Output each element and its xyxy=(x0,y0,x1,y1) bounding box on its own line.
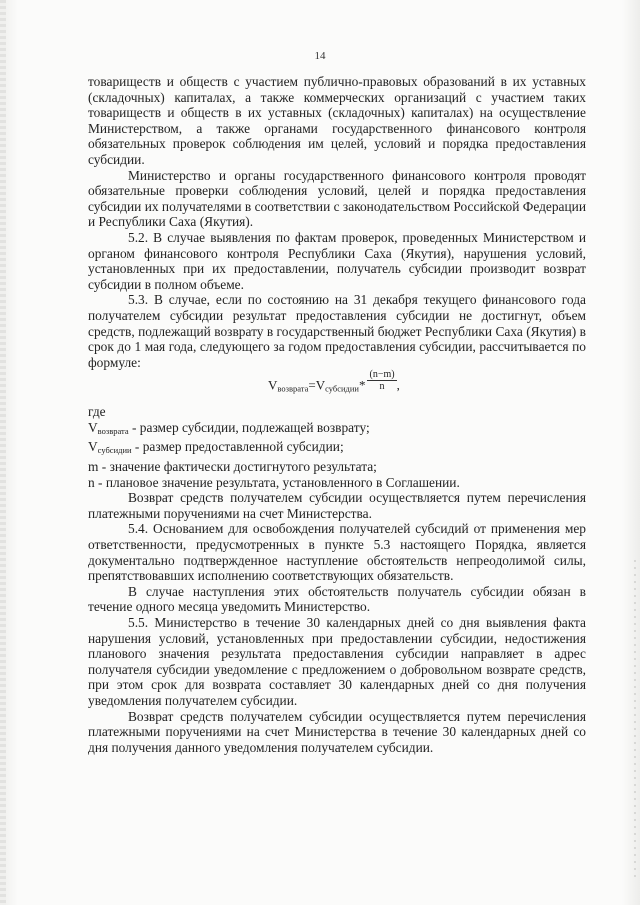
definition-v-subsidy xyxy=(88,439,586,459)
paragraph-inspections: Министерство и органы государственного финансового контроля проводят обязательные проверки соблюдения условий, целей и порядка предоставления субсидии их получателями в соответствии с законодательством Российской Федерации и Республики Саха (Якутия). xyxy=(88,167,586,230)
paragraph-force-majeure-notice: В случае наступления этих обстоятельств получатель субсидии обязан в течение одного месяца уведомить Министерство. xyxy=(88,583,586,615)
scan-edge-right xyxy=(634,560,636,880)
formula-equals: = xyxy=(308,377,316,393)
def1-text: - размер субсидии, подлежащей возврату; xyxy=(128,419,370,435)
formula-fraction xyxy=(367,369,396,392)
formula-rhs-sub: субсидии xyxy=(325,383,359,394)
paragraph-return-deadline: Возврат средств получателем субсидии осуществляется путем перечисления платежными поручениями на счет Министерства в течение 30 календарных дней со дня получения данного уведомления получателем субсидии. xyxy=(88,708,586,755)
formula-trailing: , xyxy=(396,377,400,393)
def1-symbol: V xyxy=(88,419,98,435)
paragraph-5-3: 5.3. В случае, если по состоянию на 31 декабря текущего финансового года получателем субсидии результат предоставления субсидии не достигнут, объем средств, подлежащий возврату в государственный бюджет Республики Саха (Якутия) в срок до 1 мая года, следующего за годом предоставления субсидии, рассчитывается по формуле: xyxy=(88,292,586,370)
document-body xyxy=(88,74,586,755)
formula-times: * xyxy=(358,377,366,393)
formula-numerator: (n−m) xyxy=(369,369,395,381)
paragraph-return-method: Возврат средств получателем субсидии осуществляется путем перечисления платежными поручениями на счет Министерства. xyxy=(88,490,586,521)
def2-symbol: V xyxy=(88,439,98,455)
scan-edge-left xyxy=(0,0,6,905)
definition-n: n - плановое значение результата, установленного в Соглашении. xyxy=(88,474,460,490)
page-number: 14 xyxy=(314,50,326,62)
paragraph-5-5: 5.5. Министерство в течение 30 календарных дней со дня выявления факта нарушения условий, установленных при предоставлении субсидии, недостижения планового значения результата предоставления субсидии направляет в адрес получателя субсидии уведомление с предложением о добровольном возврате средств, при этом срок для возврата составляет 30 календарных дней со дня получения уведомления получателем субсидии. xyxy=(88,615,586,708)
paragraph-5-2: 5.2. В случае выявления по фактам проверок, проведенных Министерством и органом финансового контроля Республики Саха (Якутия), нарушения условий, установленных при их предоставлении, получатель субсидии производит возврат субсидии в полном объеме. xyxy=(88,229,586,292)
def2-sub: субсидии xyxy=(97,445,132,456)
definitions-where: где xyxy=(88,404,106,420)
return-formula xyxy=(88,371,586,401)
formula-lhs-sub: возврата xyxy=(277,383,309,394)
formula-rhs-symbol: V xyxy=(315,377,326,393)
formula-denominator: n xyxy=(379,381,385,393)
paragraph-continuation: товариществ и обществ с участием публично-правовых образований в их уставных (складочных) капиталах, а также коммерческих организаций с участием таких товариществ и обществ в их уставных (складочных) капиталах) на осуществление Министерством, а также органами государственного финансового контроля обязательных проверок соблюдения им целей, условий и порядка предоставления субсидии. xyxy=(88,74,586,167)
definition-m: m - значение фактически достигнутого результата; xyxy=(88,459,377,475)
def2-text: - размер предоставленной субсидии; xyxy=(131,439,344,455)
definition-v-return xyxy=(88,420,586,440)
formula-lhs-symbol: V xyxy=(268,377,278,393)
def1-sub: возврата xyxy=(97,425,129,436)
paragraph-5-4: 5.4. Основанием для освобождения получателей субсидий от применения мер ответственности, предусмотренных в пункте 5.3 настоящего Порядка, является документально подтвержденное наступление обстоятельств непреодолимой силы, препятствовавших исполнению соответствующих обязательств. xyxy=(88,521,586,584)
